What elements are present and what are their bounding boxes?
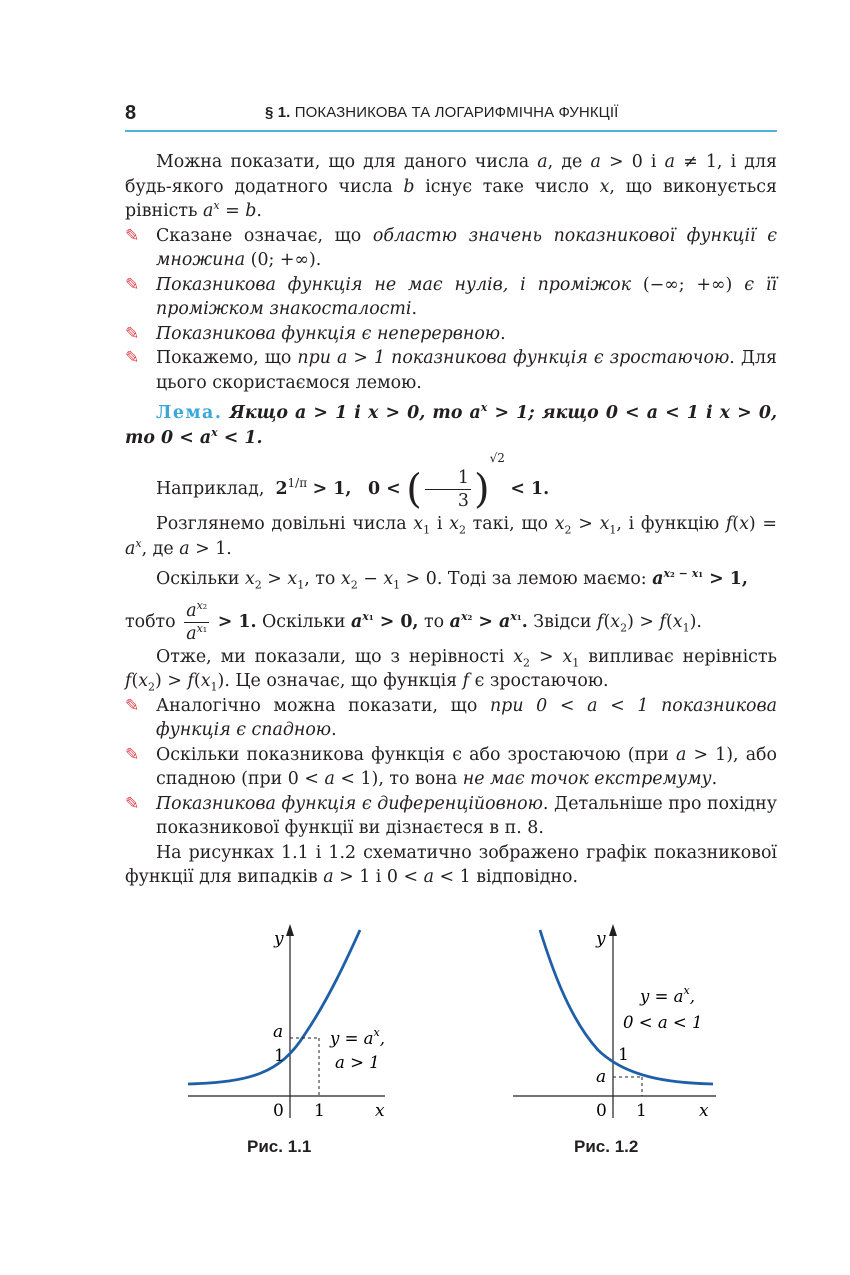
caption-fig-1-2: Рис. 1.2 <box>574 1137 639 1156</box>
pencil-icon: ✎ <box>125 793 140 814</box>
tick-x-1: 1 <box>636 1101 647 1121</box>
lemma: Лема. Якщо a > 1 і x > 0, то $a^x > 1$; якщо 0 < a < 1 і x > 0, то $0 < a^x < 1$. <box>125 401 777 448</box>
page-header <box>125 100 777 132</box>
page-number: 8 <box>125 102 137 124</box>
paragraph-6: На рисунках 1.1 і 1.2 схематично зображено графік показникової функції для випадків a > 1 і 0 < a < 1 відповідно. <box>125 842 777 887</box>
y-axis-arrow-icon <box>286 924 294 936</box>
paragraph-1: Можна показати, що для даного числа a, де a > 0 і a ≠ 1, і для будь-якого додатного числа b існує таке число x, що виконується рівність $a^x = b$. <box>125 152 778 221</box>
bullet-decreasing: ✎ Аналогічно можна показати, що при 0 < a < 1 показникова функція є спадною. <box>125 695 777 740</box>
pencil-icon: ✎ <box>125 744 140 765</box>
paragraph-4: тобто $\frac{a^{x_2}}{a^{x_1}}$ > 1. Оскільки $a^{x_1} > 0$, то $a^{x_2} > a^{x_1}$. Звідси $f(x_2) > f(x_1)$. <box>125 598 702 644</box>
origin-label: 0 <box>596 1101 607 1121</box>
origin-label: 0 <box>273 1101 284 1121</box>
y-axis-label: y <box>596 929 606 949</box>
lemma-keyword: Лема. <box>156 403 223 423</box>
bullet-differentiable: ✎ Показникова функція є диференційовною. Детальніше про похідну показникової функції ви дізнаєтеся в п. 8. <box>125 793 777 838</box>
pencil-icon: ✎ <box>125 695 140 716</box>
tick-y-a: a <box>273 1022 284 1042</box>
example-line: Наприклад, $2^{1/\pi} > 1$, 0 < ( $\frac{1}{3}$ )$^{√2}$ < 1. <box>156 451 550 513</box>
section-label: § 1. <box>265 104 291 121</box>
pencil-icon: ✎ <box>125 274 140 295</box>
section-title: ПОКАЗНИКОВА ТА ЛОГАРИФМІЧНА ФУНКЦІЇ <box>294 104 619 121</box>
pencil-icon: ✎ <box>125 348 140 368</box>
curve-label: $y = a^x$, <box>330 1026 385 1048</box>
figure-1-1 <box>180 922 400 1127</box>
pencil-icon: ✎ <box>125 323 140 344</box>
paragraph-2: Розглянемо довільні числа $x_1$ і $x_2$ такі, що $x_2 > x_1$, і функцію $f(x) = a^x$, де a > 1. <box>125 514 777 559</box>
curve-condition: 0 < a < 1 <box>623 1013 703 1032</box>
bullet-no-zeros: ✎ Показникова функція не має нулів, і проміжок (−∞; +∞) є її проміжком знакосталості. <box>125 274 777 319</box>
figure-1-2 <box>508 922 728 1127</box>
curve-condition: a > 1 <box>335 1053 380 1072</box>
bullet-increasing: ✎ Покажемо, що при a > 1 показникова функція є зростаючою. Для цього скористаємося лемою. <box>125 348 777 393</box>
running-head <box>265 104 618 121</box>
y-axis-arrow-icon <box>609 924 617 936</box>
x-axis-label: x <box>699 1101 709 1121</box>
y-axis-label: y <box>274 929 284 949</box>
tick-y-a: a <box>596 1067 607 1087</box>
bullet-continuous: ✎ Показникова функція є неперервною. <box>125 322 777 347</box>
tick-x-1: 1 <box>314 1101 325 1121</box>
pencil-icon: ✎ <box>125 225 140 246</box>
paragraph-3: Оскільки $x_2 > x_1$, то $x_2 - x_1 > 0$. Тоді за лемою маємо: $a^{x_2 - x_1} > 1$, <box>156 567 748 592</box>
caption-fig-1-1: Рис. 1.1 <box>247 1137 312 1156</box>
bullet-range: ✎ Сказане означає, що областю значень показникової функції є множина (0; +∞). <box>125 225 777 270</box>
tick-y-1: 1 <box>618 1045 629 1065</box>
bullet-no-extremum: ✎ Оскільки показникова функція є або зростаючою (при a > 1), або спадною (при 0 < a < 1), то вона не має точок екстремуму. <box>125 744 777 789</box>
tick-y-1: 1 <box>274 1046 285 1066</box>
page-body <box>125 150 777 890</box>
x-axis-label: x <box>375 1101 385 1121</box>
curve-label: $y = a^x$, <box>640 984 695 1006</box>
paragraph-5: Отже, ми показали, що з нерівності $x_2 > x_1$ випливає нерівність $f(x_2) > f(x_1)$. Це означає, що функція f є зростаючою. <box>125 646 777 694</box>
